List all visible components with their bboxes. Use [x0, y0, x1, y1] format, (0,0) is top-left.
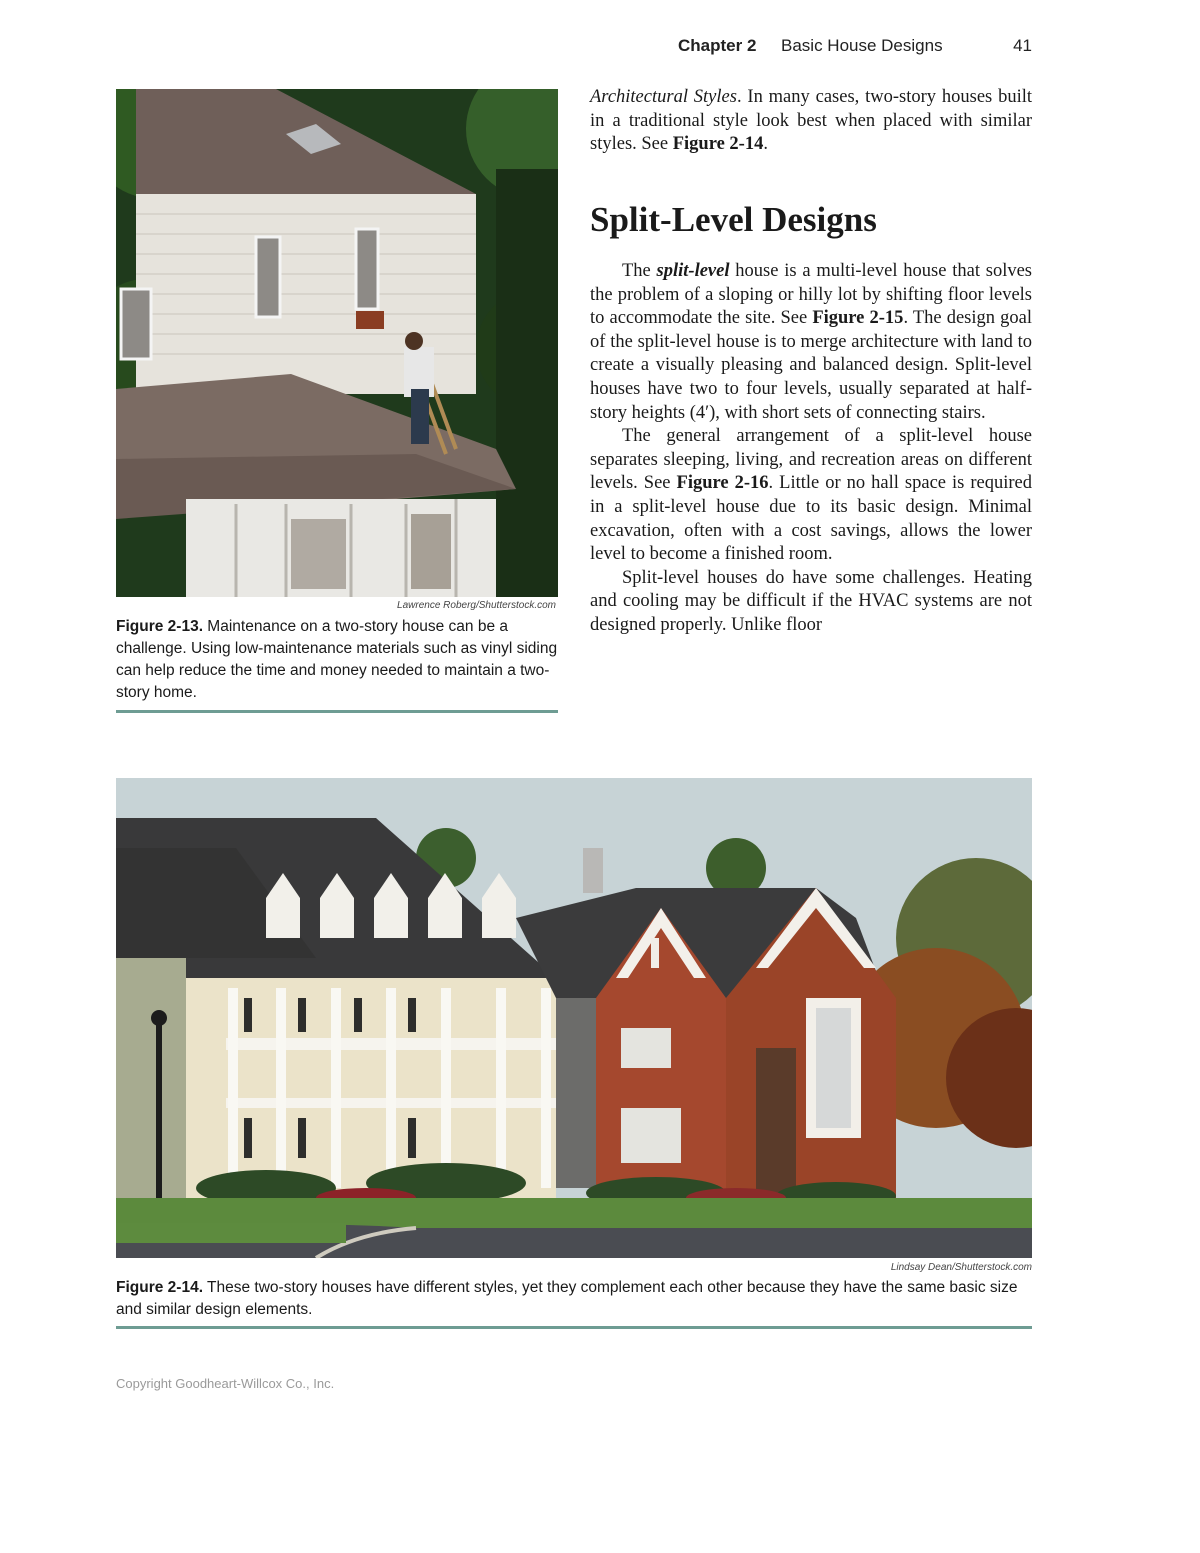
figure-2-13-photo: [116, 89, 558, 597]
chapter-title: Basic House Designs: [781, 36, 943, 55]
p2-start: The general arrangement of a split-level house separates sleeping, living, and recreation areas on different levels. See: [590, 426, 1032, 494]
chapter-label: Chapter 2: [678, 36, 757, 55]
p1-mid: house is a multi-level house that solves the problem of a sloping or hilly lot by shifting floor levels to accommodate the site. See: [590, 261, 1032, 329]
paragraph-1: [590, 260, 1032, 425]
figure-2-14-rule: [116, 1326, 1032, 1329]
figure-2-14-caption-text: These two-story houses have different styles, yet they complement each other because they have the same basic size and similar design elements.: [116, 1279, 1018, 1318]
paragraph-2: [590, 425, 1032, 567]
p1-end: . The design goal of the split-level house is to merge architecture with land to create a visually pleasing and balanced design. Split-level houses have two to four levels, usually separated at half-story heights (4′), with short sets of connecting stairs.: [590, 308, 1032, 423]
page-number: 41: [1013, 36, 1032, 55]
figure-2-13-rule: [116, 710, 558, 713]
intro-end: .: [763, 134, 768, 155]
figure-2-14-credit: Lindsay Dean/Shutterstock.com: [890, 1262, 1032, 1273]
figure-2-14-caption: [116, 1277, 1032, 1321]
term-split-level: split-level: [656, 261, 730, 281]
figure-2-13-credit: Lawrence Roberg/Shutterstock.com: [397, 600, 556, 611]
intro-italic: Architectural Styles: [590, 87, 737, 107]
intro-paragraph: [590, 86, 1032, 157]
figure-2-13-caption-text: Maintenance on a two-story house can be a challenge. Using low-maintenance materials such as vinyl siding can help reduce the time and money needed to maintain a two-story home.: [116, 618, 558, 701]
running-header: [600, 34, 1032, 60]
intro-text: . In many cases, two-story houses built in a traditional style look best when placed with similar styles. See: [590, 87, 1032, 155]
figure-2-13-caption: [116, 616, 558, 704]
intro-figure-ref[interactable]: Figure 2-14: [672, 134, 764, 155]
paragraph-3: Split-level houses do have some challenges. Heating and cooling may be difficult if the HVAC systems are not designed properly. Unlike floor: [590, 567, 1032, 635]
p1-figure-ref[interactable]: Figure 2-15: [812, 308, 904, 329]
figure-2-14-photo: [116, 778, 1032, 1258]
p1-start: The: [622, 261, 657, 281]
figure-2-14-label: Figure 2-14.: [116, 1279, 203, 1296]
figure-2-13-label: Figure 2-13.: [116, 618, 203, 635]
p2-figure-ref[interactable]: Figure 2-16: [676, 473, 769, 494]
p2-end: . Little or no hall space is required in a split-level house due to its basic design. Minimal excavation, often with a cost savings, allows the lower level to become a finished room.: [590, 473, 1032, 565]
body-text: [590, 260, 1032, 638]
copyright-footer: Copyright Goodheart-Willcox Co., Inc.: [116, 1376, 335, 1391]
section-heading: Split-Level Designs: [590, 200, 877, 239]
